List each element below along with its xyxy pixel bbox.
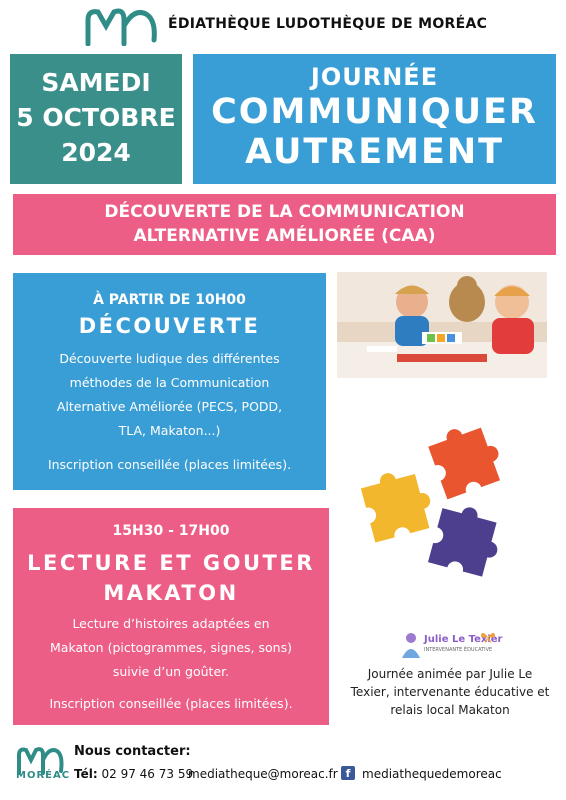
date-month: 5 OCTOBRE: [16, 103, 176, 132]
event-title-line1: JOURNÉE: [310, 63, 439, 91]
butterfly-icon: [480, 630, 496, 644]
date-year: 2024: [61, 138, 131, 167]
session2-note: Inscription conseillée (places limitées).: [49, 696, 293, 711]
session2-desc-line: Makaton (pictogrammes, signes, sons): [50, 640, 292, 655]
session2-title-line2: MAKATON: [103, 581, 239, 605]
session1-time: À PARTIR DE 10H00: [93, 292, 246, 308]
subtitle-banner: [13, 194, 556, 255]
session2-time: 15H30 - 17H00: [112, 523, 230, 539]
facebook-link[interactable]: mediathequedemoreac: [362, 767, 502, 781]
session1-desc-line: Découverte ludique des différentes: [59, 351, 280, 366]
animator-line: Texier, intervenante éducative et: [350, 685, 550, 699]
session1-desc-line: TLA, Makaton...): [118, 423, 221, 438]
animator-line: relais local Makaton: [390, 703, 510, 717]
phone-contact[interactable]: [74, 767, 193, 781]
animator-line: Journée animée par Julie Le: [367, 667, 533, 681]
julie-le-texier-logo: [400, 630, 503, 662]
contact-label: Nous contacter:: [74, 744, 191, 759]
tel-label: Tél:: [74, 767, 98, 781]
session-discovery-box: [13, 273, 326, 490]
session2-desc-line: Lecture d’histoires adaptées en: [72, 616, 270, 631]
person-icon: [400, 632, 422, 658]
date-day: SAMEDI: [41, 68, 151, 97]
session1-note: Inscription conseillée (places limitées).: [47, 457, 292, 472]
date-box: [10, 54, 182, 184]
event-title-line2: COMMUNIQUER: [211, 92, 538, 132]
animator-text: [340, 665, 560, 719]
m-logo-icon: [84, 6, 164, 46]
session2-description: [13, 612, 329, 684]
session-reading-box: [13, 508, 329, 725]
children-playing-photo: [337, 272, 547, 378]
email-link[interactable]: mediatheque@moreac.fr: [188, 767, 338, 781]
session1-title: DÉCOUVERTE: [78, 314, 261, 338]
session1-desc-line: méthodes de la Communication: [69, 375, 270, 390]
subtitle-line2: ALTERNATIVE AMÉLIORÉE (CAA): [133, 226, 436, 246]
tel-number: 02 97 46 73 59: [101, 767, 194, 781]
event-title-line3: AUTREMENT: [244, 132, 505, 172]
event-title-box: [193, 54, 556, 184]
header-title: ÉDIATHÈQUE LUDOTHÈQUE DE MORÉAC: [168, 16, 488, 32]
puzzle-pieces-illustration: [355, 420, 515, 585]
session1-description: [13, 347, 326, 443]
facebook-icon: f: [341, 766, 355, 780]
session1-desc-line: Alternative Améliorée (PECS, PODD,: [56, 399, 283, 414]
subtitle-line1: DÉCOUVERTE DE LA COMMUNICATION: [104, 202, 465, 222]
moreac-wordmark: MORÉAC: [16, 770, 71, 781]
logo-name: Julie Le Texier: [424, 634, 503, 645]
session2-title-line1: LECTURE ET GOUTER: [27, 551, 315, 575]
session2-desc-line: suivie d’un goûter.: [112, 664, 230, 679]
logo-subtitle: INTERVENANTE ÉDUCATIVE: [424, 647, 493, 653]
